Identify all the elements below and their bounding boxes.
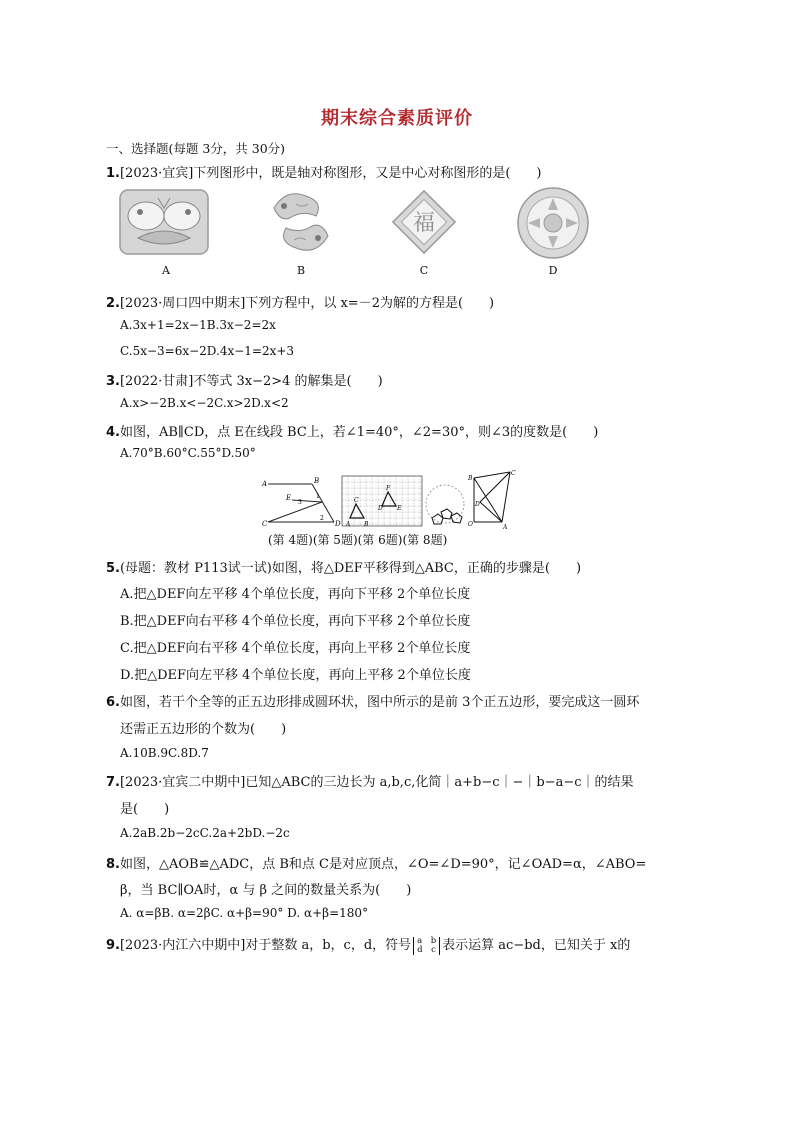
question-text: 如图，AB∥CD，点 E在线段 BC上，若∠1=40°，∠2=30°，则∠3的度数是( ) — [119, 425, 599, 440]
label-b: B — [468, 475, 473, 482]
question-3-options: A.x>−2B.x<−2C.x>2D.x<2 — [120, 396, 289, 410]
determinant-row-1: a b — [417, 935, 437, 946]
question-2 — [106, 292, 494, 311]
question-text: [2023·周口四中期末]下列方程中，以 x=－2为解的方程是( ) — [119, 296, 495, 311]
figure-4-parallel-lines — [262, 474, 340, 530]
label-a: A — [262, 480, 268, 488]
option-d-circular-papercut-image — [516, 186, 590, 260]
question-number: 8. — [106, 857, 120, 872]
label-d: D — [378, 505, 383, 512]
question-text-part-2: 表示运算 ac−bd，已知关于 x的 — [442, 938, 631, 953]
question-number: 9. — [106, 938, 120, 953]
question-5 — [106, 557, 581, 576]
question-text: [2023·宜宾]下列图形中，既是轴对称图形，又是中心对称图形的是( ) — [119, 166, 542, 181]
option-c-label: C — [419, 264, 429, 277]
question-text: [2022·甘肃]不等式 3x−2>4 的解集是( ) — [119, 374, 383, 389]
question-number: 3. — [106, 374, 120, 389]
label-c: C — [511, 470, 516, 477]
figure-6-pentagon-ring — [424, 474, 466, 530]
option-b-papercut-image — [266, 188, 336, 256]
label-f: F — [386, 485, 391, 492]
question-text-part-1: [2023·内江六中期中]对于整数 a，b，c，d，符号 — [119, 938, 412, 953]
question-4-options: A.70°B.60°C.55°D.50° — [120, 446, 256, 460]
option-b-label: B — [296, 264, 306, 277]
question-number: 4. — [106, 425, 120, 440]
question-text: 如图，△AOB≌△ADC，点 B和点 C是对应顶点，∠O=∠D=90°，记∠OAD=α，∠ABO= — [119, 857, 647, 872]
question-5-option-d: D.把△DEF向左平移 4个单位长度，再向上平移 2个单位长度 — [120, 668, 471, 683]
question-text: (母题：教材 P113试一试)如图，将△DEF平移得到△ABC，正确的步骤是( ) — [119, 561, 582, 576]
question-number: 7. — [106, 775, 120, 790]
question-5-option-c: C.把△DEF向右平移 4个单位长度，再向上平移 2个单位长度 — [120, 641, 471, 656]
question-9 — [106, 934, 630, 955]
question-7 — [106, 771, 634, 790]
label-angle-3: 3 — [298, 499, 302, 506]
question-number: 1. — [106, 166, 120, 181]
option-d-label: D — [548, 264, 558, 277]
question-5-option-b: B.把△DEF向右平移 4个单位长度，再向下平移 2个单位长度 — [120, 614, 471, 629]
question-6 — [106, 691, 639, 710]
label-o: O — [468, 521, 473, 528]
question-text: 如图，若干个全等的正五边形排成圆环状，图中所示的是前 3个正五边形，要完成这一圆环 — [119, 695, 640, 710]
question-5-option-a: A.把△DEF向左平移 4个单位长度，再向下平移 2个单位长度 — [120, 587, 471, 602]
label-b: B — [314, 477, 320, 485]
question-2-options-row-1: A.3x+1=2x−1B.3x−2=2x — [120, 318, 276, 332]
label-a: A — [346, 521, 351, 528]
figure-captions: (第 4题)(第 5题)(第 6题)(第 8题) — [268, 533, 448, 547]
label-b: B — [364, 521, 369, 528]
label-angle-1: 1 — [316, 493, 320, 500]
determinant-symbol — [413, 937, 440, 955]
label-c: C — [354, 497, 359, 504]
question-6-options: A.10B.9C.8D.7 — [120, 746, 209, 760]
question-6-continuation: 还需正五边形的个数为( ) — [120, 722, 287, 737]
question-8-options: A. α=βB. α=2βC. α+β=90° D. α+β=180° — [120, 906, 369, 920]
question-2-options-row-2: C.5x−3=6x−2D.4x−1=2x+3 — [120, 344, 295, 358]
question-number: 2. — [106, 296, 120, 311]
label-e: E — [286, 494, 292, 502]
question-text: [2023·宜宾二中期中]已知△ABC的三边长为 a,b,c,化简｜a+b−c｜−｜b−a−c｜的结果 — [119, 775, 634, 790]
question-number: 6. — [106, 695, 120, 710]
question-number: 5. — [106, 561, 120, 576]
question-3 — [106, 370, 383, 389]
question-8 — [106, 853, 646, 872]
fu-character: 福 — [412, 211, 436, 236]
label-d: D — [475, 501, 480, 508]
option-a-label: A — [162, 264, 170, 277]
label-d: D — [335, 520, 341, 528]
option-a-papercut-image — [118, 188, 210, 256]
question-7-continuation: 是( ) — [120, 802, 170, 817]
question-8-continuation: β，当 BC∥OA时，α 与 β 之间的数量关系为( ) — [120, 883, 412, 898]
question-4 — [106, 421, 598, 440]
page-title: 期末综合素质评价 — [321, 108, 473, 129]
label-a: A — [503, 524, 508, 531]
determinant-row-2: d c — [417, 944, 436, 955]
question-1 — [106, 162, 542, 181]
question-7-options: A.2aB.2b−2cC.2a+2bD.−2c — [120, 826, 290, 840]
label-e: E — [397, 505, 402, 512]
option-c-fu-papercut-image — [388, 186, 460, 258]
figure-8-congruent-triangles — [466, 468, 520, 530]
label-c: C — [262, 520, 268, 528]
label-angle-2: 2 — [320, 515, 324, 522]
section-heading: 一、选择题(每题 3分，共 30分) — [106, 141, 286, 156]
figure-5-grid-translation — [340, 474, 424, 530]
